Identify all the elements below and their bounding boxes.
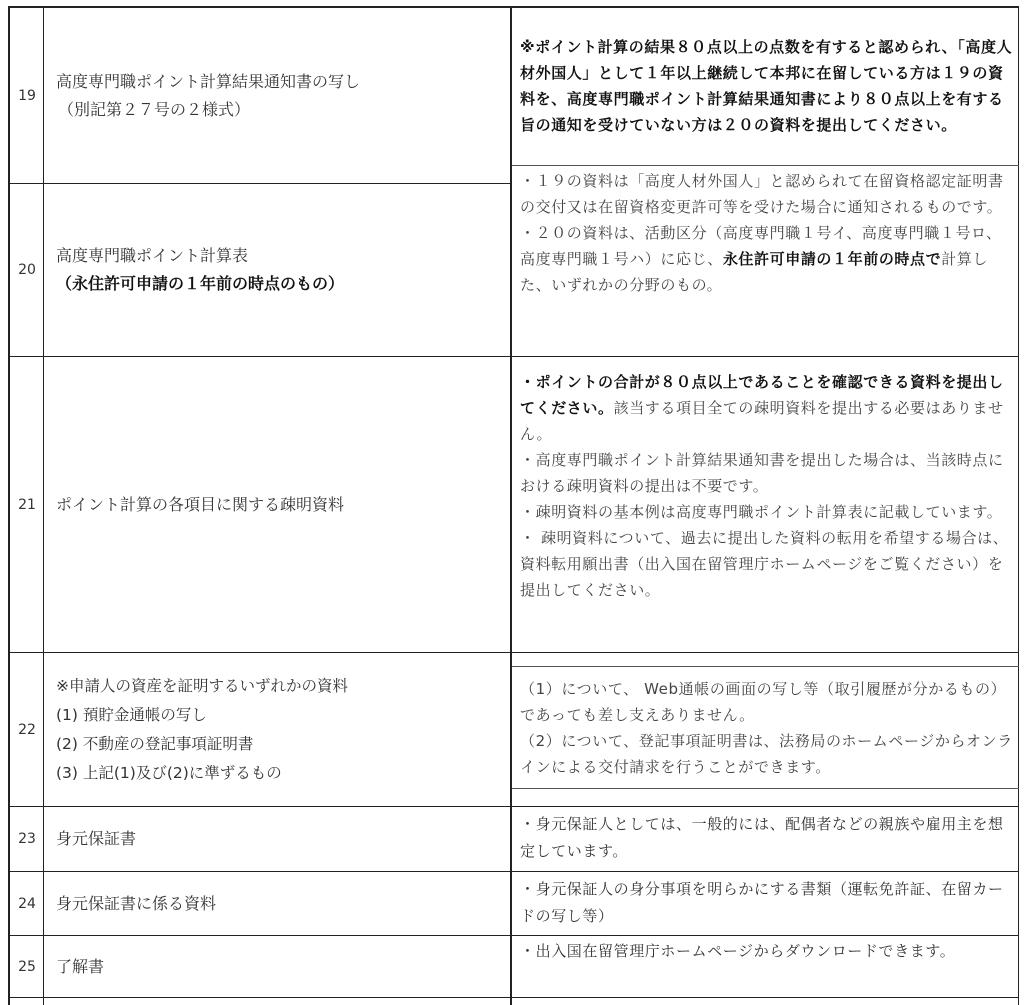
note-24 (512, 876, 1020, 934)
document-line: （別記第２７号の２様式） (58, 99, 251, 119)
note-paragraph: ・高度専門職ポイント計算結果通知書を提出した場合は、当該時点における疎明資料の提出は不要です。 (520, 451, 1004, 495)
note-paragraph: ・出入国在留管理庁ホームページからダウンロードできます。 (520, 942, 956, 960)
note-paragraph: ・ 疎明資料について、過去に提出した資料の転用を希望する場合は、資料転用願出書（出入国在留管理庁ホームページをご覧ください）を提出してください。 (520, 529, 1009, 599)
note-paragraph (520, 369, 1014, 447)
note-paragraph (520, 220, 1014, 298)
note-paragraph: ・疎明資料の基本例は高度専門職ポイント計算表に記載しています。 (520, 503, 1003, 521)
note-paragraph: ・１９の資料は「高度人材外国人」と認められて在留資格認定証明書の交付又は在留資格変更許可等を受けた場合に通知されるものです。 (520, 172, 1004, 216)
document-name (44, 807, 510, 871)
row-number: 24 (18, 895, 36, 912)
document-name (44, 357, 510, 652)
document-name (44, 653, 510, 806)
document-name (44, 184, 510, 356)
note-22 (512, 676, 1020, 786)
row-number: 20 (18, 262, 36, 278)
row-number: 23 (18, 831, 36, 847)
row-number: 21 (18, 496, 36, 513)
note-paragraph: （1）について、 Web通帳の画面の写し等（取引履歴が分かるもの）であっても差し支えありません。 (520, 680, 1007, 724)
document-name (44, 8, 510, 183)
document-name (44, 936, 510, 997)
document-line: 身元保証書 (56, 829, 137, 848)
document-name (44, 872, 510, 935)
document-line: (3) 上記(1)及び(2)に準ずるもの (56, 763, 282, 782)
note-divider (512, 666, 1019, 667)
row-number: 25 (18, 958, 36, 975)
note-21 (512, 369, 1020, 649)
note-emphasis: ・ポイントの合計が８０点以上であることを確認できる資料を提出してください。 (520, 373, 1004, 417)
note-paragraph: ・身元保証人の身分事項を明らかにする書類（運転免許証、在留カードの写し等） (520, 880, 1004, 925)
document-line: 高度専門職ポイント計算結果通知書の写し (56, 71, 361, 91)
document-line: (2) 不動産の登記事項証明書 (56, 734, 254, 753)
document-line: 高度専門職ポイント計算表 (56, 246, 249, 265)
document-line: 了解書 (56, 956, 105, 976)
row-divider (8, 997, 1019, 998)
document-line: ポイント計算の各項目に関する疎明資料 (56, 494, 345, 514)
row-number: 22 (18, 721, 36, 738)
note-emphasis: 永住許可申請の１年前の時点で (722, 250, 942, 268)
note-19-20 (512, 34, 1020, 166)
document-line: (1) 預貯金通帳の写し (56, 705, 207, 724)
document-line: ※申請人の資産を証明するいずれかの資料 (56, 676, 348, 695)
note-paragraph: （2）について、登記事項証明書は、法務局のホームページからオンラインによる交付請求を行うことができます。 (520, 732, 1013, 776)
document-line: 身元保証書に係る資料 (56, 893, 217, 913)
note-text: 計算した、いずれかの分野のもの。 (520, 250, 989, 294)
row-number: 19 (18, 87, 36, 104)
note-text: 該当する項目全ての疎明資料を提出する必要はありません。 (520, 399, 1004, 443)
note-emphasis: ※ポイント計算の結果８０点以上の点数を有すると認められ、「高度人材外国人」として１年以上継続して本邦に在留している方は１９の資料を、高度専門職ポイント計算結果通知書により８０点以上を有する旨の通知を受けていない方は２０の資料を提出してください。 (520, 38, 1013, 134)
note-19-20-detail (512, 168, 1020, 354)
note-paragraph: ・身元保証人としては、一般的には、配偶者などの親族や雇用主を想定しています。 (520, 815, 1004, 860)
note-divider (512, 788, 1019, 789)
note-23 (512, 811, 1020, 869)
note-text: ・２０の資料は、活動区分（高度専門職１号イ、高度専門職１号ロ、高度専門職１号ハ）に応じ、 (520, 224, 1002, 268)
document-line-bold: （永住許可申請の１年前の時点のもの） (56, 274, 345, 293)
note-25 (512, 938, 1020, 996)
